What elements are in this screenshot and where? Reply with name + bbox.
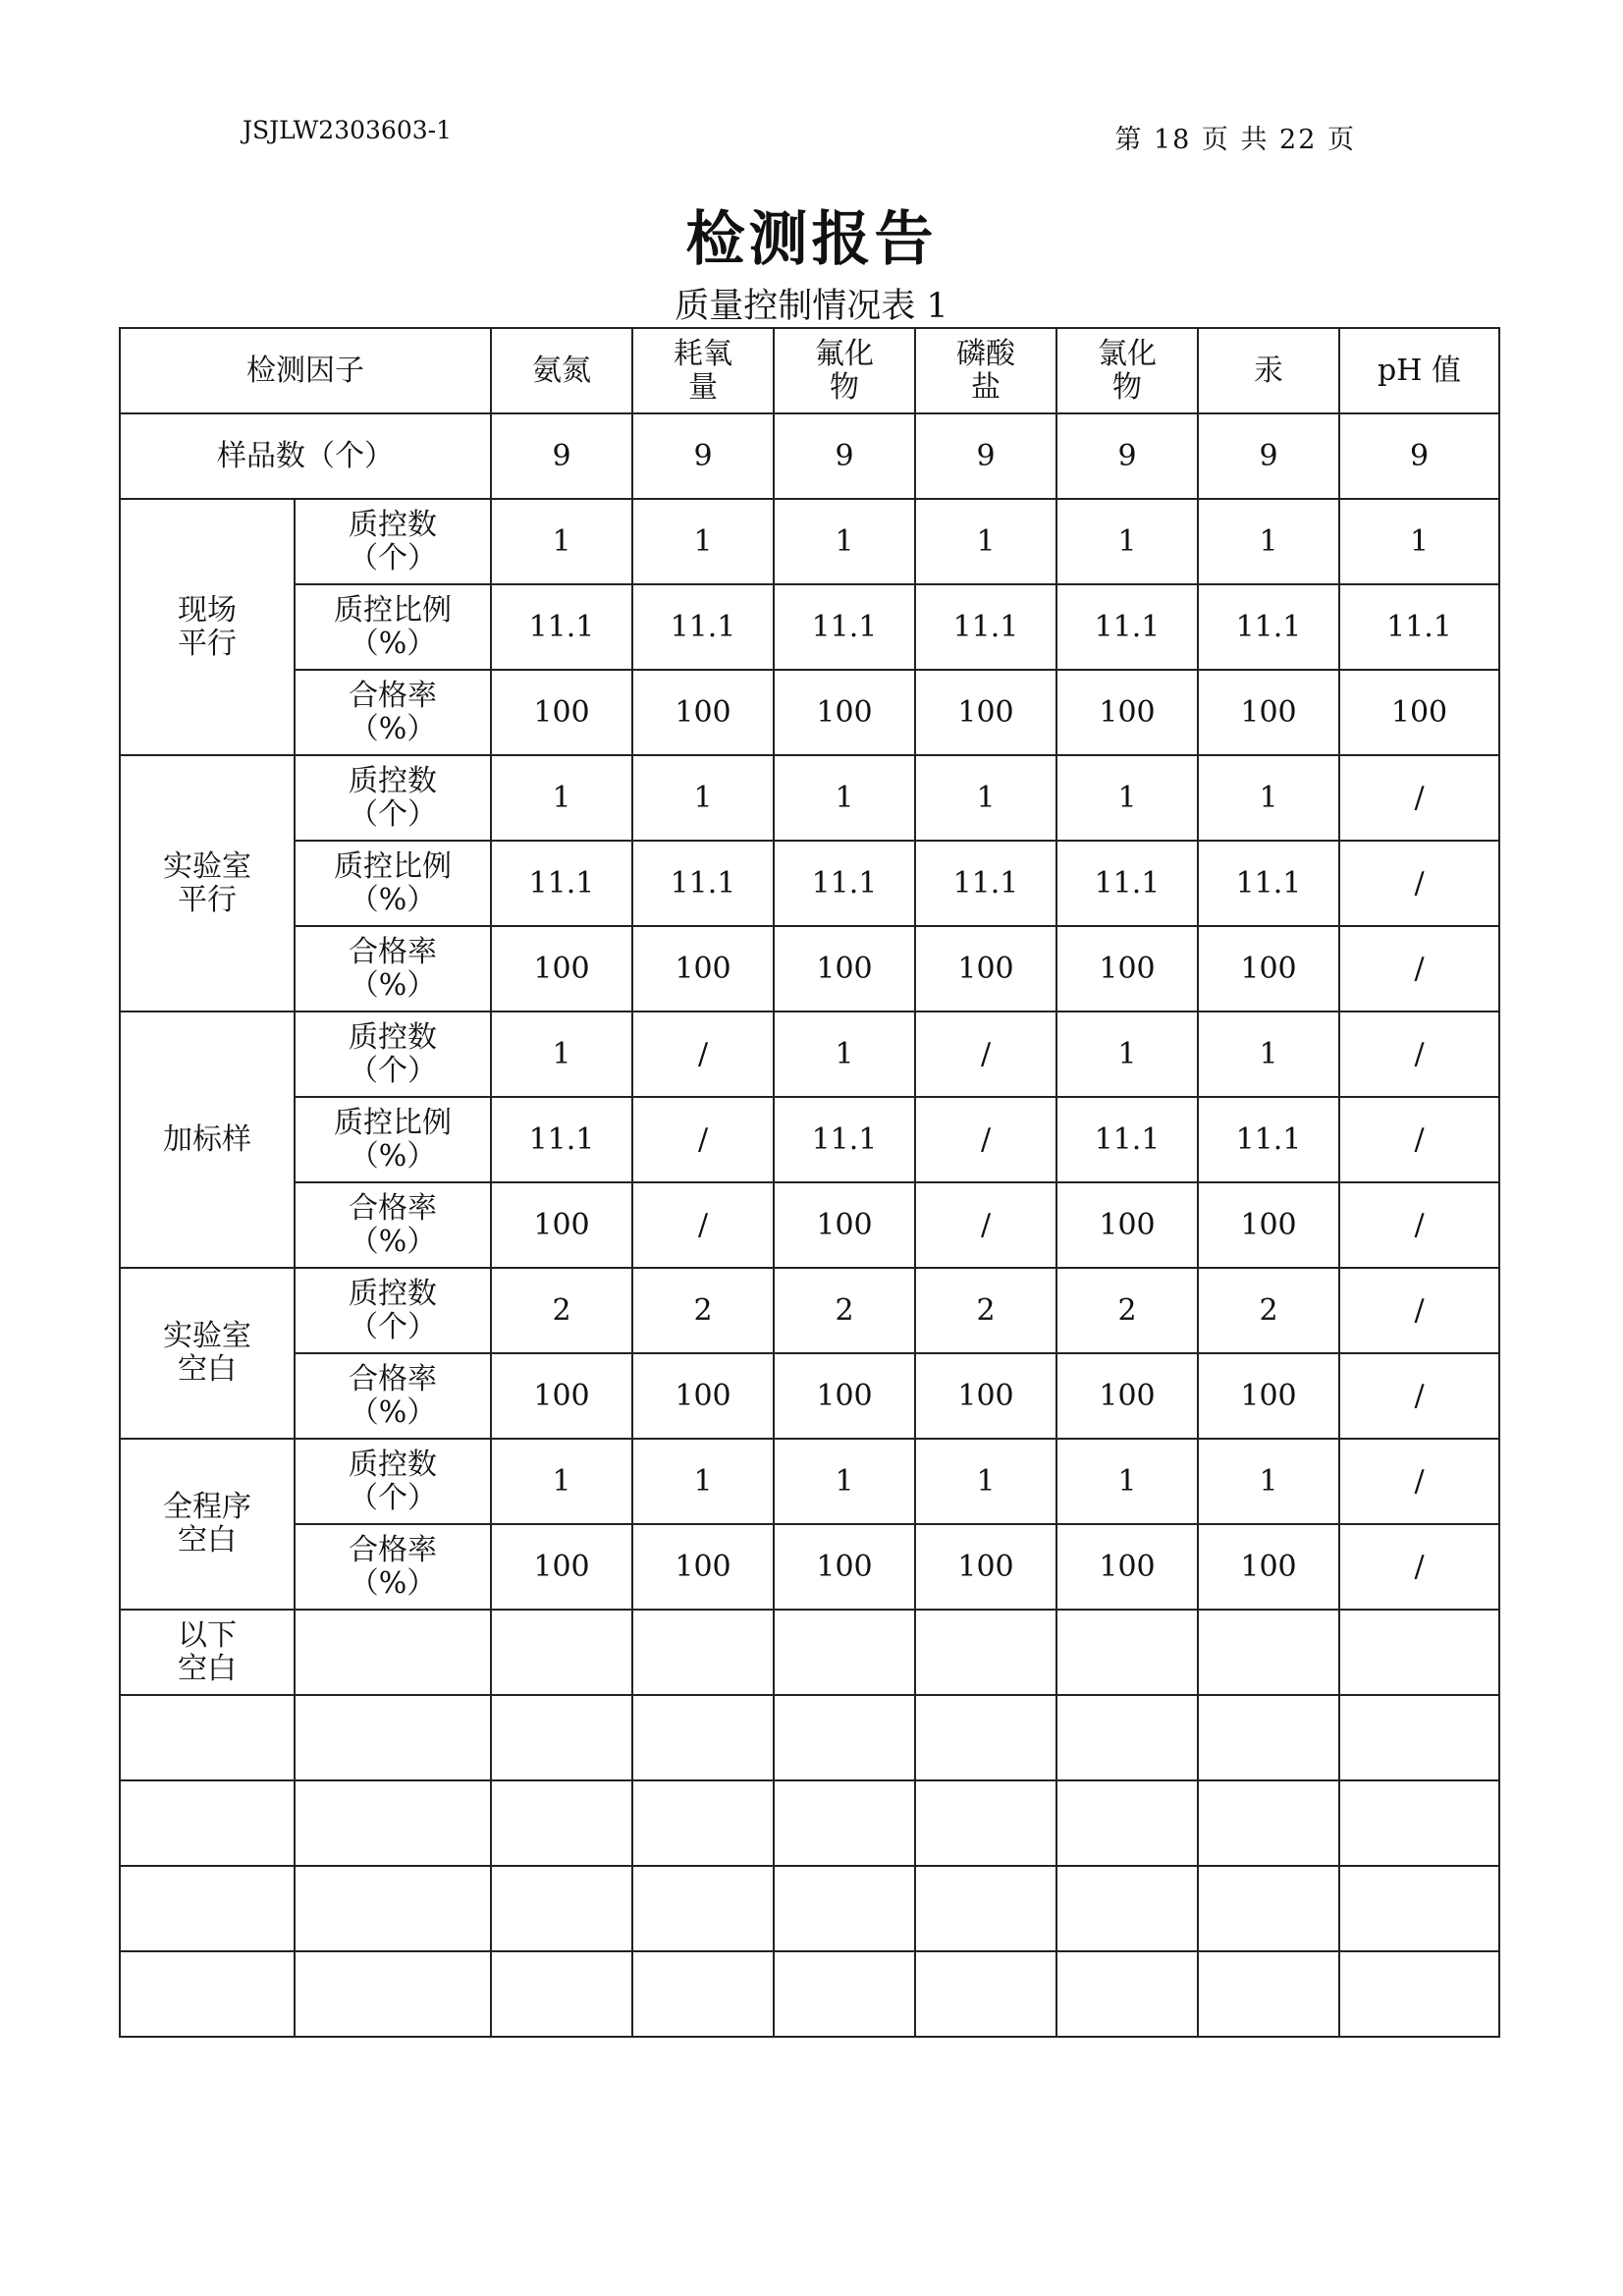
value-cell: 100: [1056, 670, 1198, 755]
table-row: [120, 1268, 1499, 1353]
value-cell: 100: [1056, 1524, 1198, 1610]
empty-cell: [915, 1780, 1056, 1866]
value-cell: 1: [1198, 499, 1339, 584]
value-cell: 2: [491, 1268, 632, 1353]
value-cell: 11.1: [632, 841, 774, 926]
value-cell: /: [632, 1011, 774, 1097]
metric-label-cell: 合格率 （%）: [295, 1524, 491, 1610]
value-cell: 11.1: [1198, 841, 1339, 926]
value-cell: /: [632, 1182, 774, 1268]
empty-cell: [632, 1695, 774, 1780]
value-cell: 100: [774, 926, 915, 1011]
empty-cell: [120, 1780, 295, 1866]
value-cell: 1: [632, 1439, 774, 1524]
value-cell: /: [1339, 1011, 1499, 1097]
value-cell: /: [1339, 926, 1499, 1011]
value-cell: 100: [632, 1353, 774, 1439]
value-cell: /: [1339, 841, 1499, 926]
page-number: 第 18 页 共 22 页: [1114, 125, 1356, 155]
table-row: [120, 670, 1499, 755]
value-cell: /: [1339, 755, 1499, 841]
value-cell: 100: [491, 670, 632, 755]
end-note-row: [120, 1610, 1499, 1695]
empty-cell: [1198, 1866, 1339, 1951]
blank-row: [120, 1951, 1499, 2037]
metric-label-cell: 质控比例 （%）: [295, 1097, 491, 1182]
empty-cell: [774, 1780, 915, 1866]
value-cell: 2: [1056, 1268, 1198, 1353]
value-cell: 100: [1198, 1182, 1339, 1268]
value-cell: 100: [915, 670, 1056, 755]
value-cell: 1: [915, 499, 1056, 584]
value-cell: 100: [1198, 926, 1339, 1011]
empty-cell: [632, 1610, 774, 1695]
value-cell: 1: [1056, 1439, 1198, 1524]
value-cell: 100: [1339, 670, 1499, 755]
empty-cell: [120, 1951, 295, 2037]
empty-cell: [295, 1695, 491, 1780]
table-row: [120, 841, 1499, 926]
value-cell: /: [1339, 1097, 1499, 1182]
empty-cell: [632, 1866, 774, 1951]
empty-cell: [915, 1866, 1056, 1951]
value-cell: 100: [491, 1182, 632, 1268]
value-cell: 11.1: [774, 1097, 915, 1182]
table-row: [120, 1353, 1499, 1439]
table-row: [120, 1439, 1499, 1524]
empty-cell: [1056, 1610, 1198, 1695]
column-header: 耗氧 量: [632, 328, 774, 413]
value-cell: 1: [491, 499, 632, 584]
column-header: pH 值: [1339, 328, 1499, 413]
value-cell: 1: [915, 1439, 1056, 1524]
table-row: [120, 499, 1499, 584]
value-cell: 1: [774, 755, 915, 841]
value-cell: 11.1: [1198, 584, 1339, 670]
end-note-cell: 以下 空白: [120, 1610, 295, 1695]
group-name-cell: 全程序 空白: [120, 1439, 295, 1610]
sample-count-value: 9: [491, 413, 632, 499]
value-cell: 2: [774, 1268, 915, 1353]
sample-count-row: [120, 413, 1499, 499]
group-name-cell: 现场 平行: [120, 499, 295, 755]
value-cell: 1: [774, 1439, 915, 1524]
metric-label-cell: 质控比例 （%）: [295, 584, 491, 670]
empty-cell: [632, 1951, 774, 2037]
group-name-cell: 加标样: [120, 1011, 295, 1268]
empty-cell: [632, 1780, 774, 1866]
value-cell: 100: [632, 926, 774, 1011]
metric-label-cell: 质控数 （个）: [295, 499, 491, 584]
value-cell: 100: [632, 1524, 774, 1610]
value-cell: 100: [915, 1524, 1056, 1610]
empty-cell: [1198, 1695, 1339, 1780]
column-header: 磷酸 盐: [915, 328, 1056, 413]
value-cell: 1: [491, 755, 632, 841]
empty-cell: [915, 1610, 1056, 1695]
metric-label-cell: 合格率 （%）: [295, 670, 491, 755]
empty-cell: [491, 1951, 632, 2037]
value-cell: 11.1: [632, 584, 774, 670]
empty-cell: [295, 1610, 491, 1695]
table-row: [120, 584, 1499, 670]
value-cell: 100: [774, 670, 915, 755]
empty-cell: [1198, 1951, 1339, 2037]
value-cell: 1: [774, 1011, 915, 1097]
sample-count-label: 样品数（个）: [120, 413, 491, 499]
empty-cell: [295, 1866, 491, 1951]
value-cell: 1: [1056, 755, 1198, 841]
value-cell: 1: [1198, 1439, 1339, 1524]
value-cell: 100: [1198, 1524, 1339, 1610]
empty-cell: [774, 1951, 915, 2037]
empty-cell: [915, 1951, 1056, 2037]
value-cell: 100: [915, 926, 1056, 1011]
value-cell: /: [1339, 1439, 1499, 1524]
value-cell: 100: [1198, 670, 1339, 755]
metric-label-cell: 质控数 （个）: [295, 1268, 491, 1353]
empty-cell: [1198, 1610, 1339, 1695]
empty-cell: [915, 1695, 1056, 1780]
metric-label-cell: 质控数 （个）: [295, 1439, 491, 1524]
value-cell: /: [632, 1097, 774, 1182]
metric-label-cell: 合格率 （%）: [295, 1353, 491, 1439]
value-cell: /: [915, 1011, 1056, 1097]
value-cell: 11.1: [491, 584, 632, 670]
value-cell: 11.1: [1339, 584, 1499, 670]
value-cell: 100: [491, 926, 632, 1011]
empty-cell: [491, 1695, 632, 1780]
quality-control-table: [119, 327, 1500, 2038]
header-row: [120, 328, 1499, 413]
empty-cell: [295, 1951, 491, 2037]
empty-cell: [1056, 1695, 1198, 1780]
table-row: [120, 1524, 1499, 1610]
value-cell: 1: [915, 755, 1056, 841]
value-cell: 1: [491, 1439, 632, 1524]
value-cell: 2: [632, 1268, 774, 1353]
blank-row: [120, 1866, 1499, 1951]
value-cell: 11.1: [774, 841, 915, 926]
value-cell: 11.1: [491, 1097, 632, 1182]
table-row: [120, 1097, 1499, 1182]
value-cell: 11.1: [491, 841, 632, 926]
value-cell: 11.1: [1056, 1097, 1198, 1182]
value-cell: 1: [1198, 1011, 1339, 1097]
factor-label-cell: 检测因子: [120, 328, 491, 413]
sample-count-value: 9: [1198, 413, 1339, 499]
value-cell: 100: [1056, 926, 1198, 1011]
table-row: [120, 1011, 1499, 1097]
empty-cell: [1056, 1951, 1198, 2037]
value-cell: 1: [491, 1011, 632, 1097]
empty-cell: [1056, 1780, 1198, 1866]
column-header: 氨氮: [491, 328, 632, 413]
value-cell: /: [1339, 1182, 1499, 1268]
value-cell: 1: [1056, 499, 1198, 584]
metric-label-cell: 合格率 （%）: [295, 926, 491, 1011]
table-subtitle: 质量控制情况表 1: [675, 287, 948, 326]
empty-cell: [491, 1610, 632, 1695]
empty-cell: [491, 1866, 632, 1951]
group-name-cell: 实验室 空白: [120, 1268, 295, 1439]
empty-cell: [120, 1866, 295, 1951]
empty-cell: [774, 1695, 915, 1780]
sample-count-value: 9: [915, 413, 1056, 499]
value-cell: /: [915, 1097, 1056, 1182]
value-cell: 100: [1198, 1353, 1339, 1439]
column-header: 汞: [1198, 328, 1339, 413]
value-cell: 100: [491, 1353, 632, 1439]
value-cell: 11.1: [1198, 1097, 1339, 1182]
value-cell: 100: [774, 1182, 915, 1268]
group-name-cell: 实验室 平行: [120, 755, 295, 1011]
table-row: [120, 1182, 1499, 1268]
table-row: [120, 926, 1499, 1011]
value-cell: 100: [491, 1524, 632, 1610]
value-cell: 2: [915, 1268, 1056, 1353]
value-cell: /: [1339, 1524, 1499, 1610]
empty-cell: [1339, 1951, 1499, 2037]
value-cell: 1: [1339, 499, 1499, 584]
value-cell: 1: [774, 499, 915, 584]
empty-cell: [774, 1866, 915, 1951]
empty-cell: [1198, 1780, 1339, 1866]
value-cell: 1: [1056, 1011, 1198, 1097]
empty-cell: [120, 1695, 295, 1780]
value-cell: 100: [632, 670, 774, 755]
value-cell: /: [1339, 1353, 1499, 1439]
empty-cell: [491, 1780, 632, 1866]
document-number: JSJLW2303603-1: [243, 116, 452, 144]
blank-row: [120, 1695, 1499, 1780]
value-cell: 100: [774, 1524, 915, 1610]
metric-label-cell: 质控数 （个）: [295, 1011, 491, 1097]
value-cell: 100: [1056, 1353, 1198, 1439]
value-cell: 11.1: [774, 584, 915, 670]
empty-cell: [1339, 1866, 1499, 1951]
empty-cell: [1339, 1610, 1499, 1695]
empty-cell: [295, 1780, 491, 1866]
empty-cell: [774, 1610, 915, 1695]
metric-label-cell: 质控比例 （%）: [295, 841, 491, 926]
value-cell: 11.1: [1056, 841, 1198, 926]
column-header: 氯化 物: [1056, 328, 1198, 413]
sample-count-value: 9: [632, 413, 774, 499]
value-cell: /: [915, 1182, 1056, 1268]
value-cell: 100: [915, 1353, 1056, 1439]
metric-label-cell: 质控数 （个）: [295, 755, 491, 841]
column-header: 氟化 物: [774, 328, 915, 413]
sample-count-value: 9: [1056, 413, 1198, 499]
value-cell: /: [1339, 1268, 1499, 1353]
sample-count-value: 9: [774, 413, 915, 499]
empty-cell: [1056, 1866, 1198, 1951]
empty-cell: [1339, 1695, 1499, 1780]
value-cell: 100: [1056, 1182, 1198, 1268]
empty-cell: [1339, 1780, 1499, 1866]
value-cell: 1: [632, 499, 774, 584]
sample-count-value: 9: [1339, 413, 1499, 499]
value-cell: 11.1: [1056, 584, 1198, 670]
value-cell: 1: [632, 755, 774, 841]
value-cell: 11.1: [915, 841, 1056, 926]
value-cell: 11.1: [915, 584, 1056, 670]
value-cell: 2: [1198, 1268, 1339, 1353]
metric-label-cell: 合格率 （%）: [295, 1182, 491, 1268]
report-title: 检测报告: [685, 205, 938, 274]
blank-row: [120, 1780, 1499, 1866]
value-cell: 1: [1198, 755, 1339, 841]
table-row: [120, 755, 1499, 841]
value-cell: 100: [774, 1353, 915, 1439]
